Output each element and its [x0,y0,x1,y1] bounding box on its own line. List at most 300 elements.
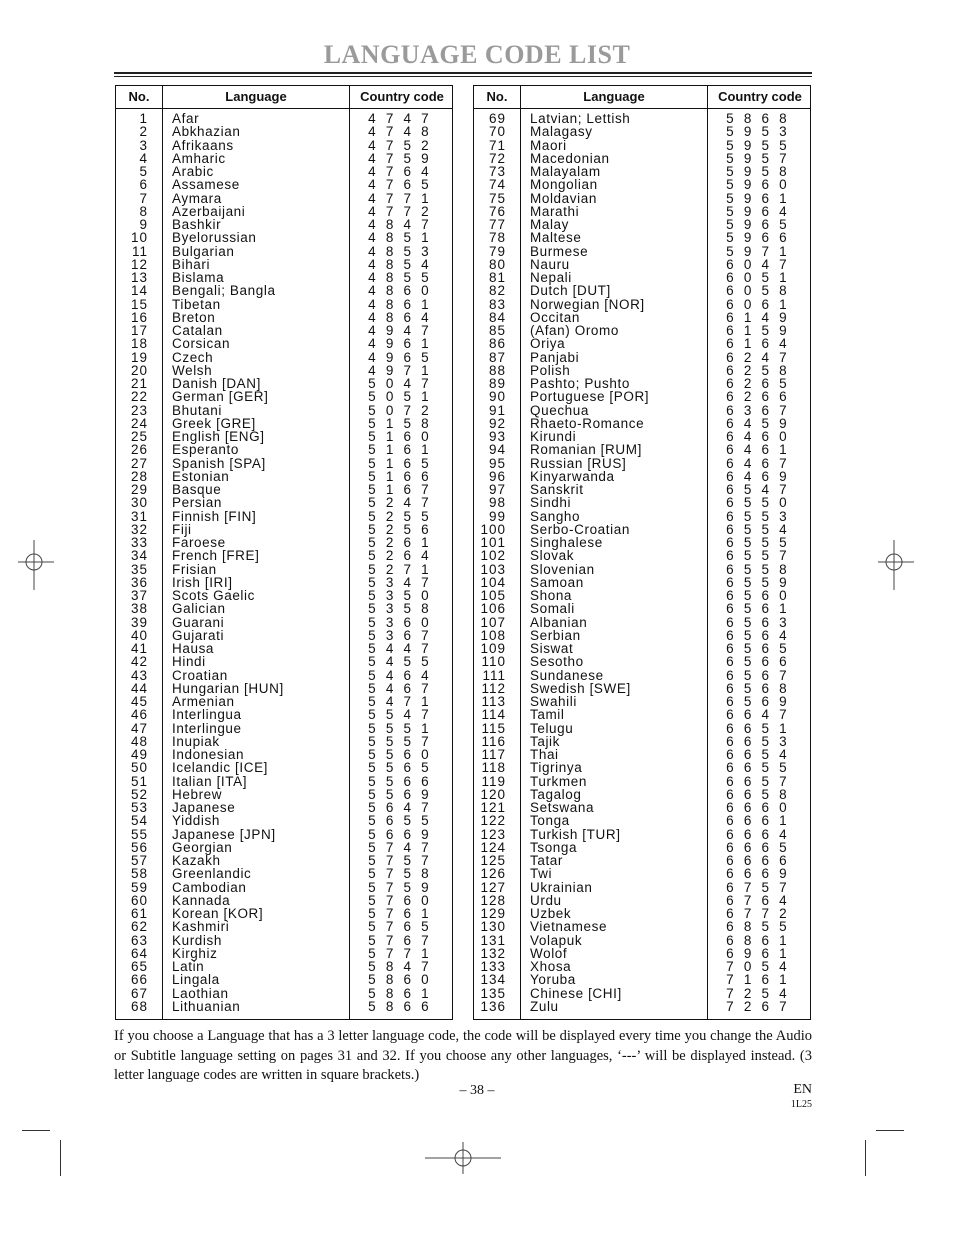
header-no: No. [128,89,150,104]
row-number: 8 [139,203,148,219]
table-row [474,907,810,920]
table-row [116,828,452,841]
row-number: 11 [131,243,148,259]
model-mark: 1L25 [790,1099,812,1110]
row-language: Tatar [530,853,564,868]
row-country-code: 5 7 7 1 [368,945,432,961]
row-language: Arabic [172,164,214,179]
row-language: Esperanto [172,442,239,458]
table-row [116,973,452,986]
row-country-code: 5 8 6 8 [726,111,790,126]
row-number: 21 [130,376,148,391]
row-country-code: 5 4 5 5 [368,654,432,670]
row-language: Tonga [530,813,570,829]
table-row [116,390,452,403]
row-language: Georgian [172,839,233,855]
row-country-code: 4 7 5 9 [368,150,432,166]
row-number: 62 [130,919,148,935]
row-number: 100 [480,521,506,537]
row-number: 1 [139,111,148,126]
row-number: 33 [130,535,148,550]
row-language: Italian [ITA] [172,773,248,789]
row-country-code: 5 5 5 1 [368,720,432,736]
table-row [474,245,810,258]
row-country-code: 5 2 5 6 [368,521,432,537]
row-number: 125 [480,853,506,868]
row-number: 122 [480,813,506,829]
row-language: Tajik [530,733,561,749]
row-number: 101 [480,535,506,550]
row-country-code: 5 1 6 7 [368,482,432,497]
table-row [474,496,810,509]
row-language: Corsican [172,336,231,352]
table-row [474,629,810,642]
row-number: 16 [130,309,148,325]
row-number: 110 [481,654,506,670]
table-row [474,589,810,602]
row-country-code: 5 7 4 7 [368,839,432,855]
row-number: 64 [130,945,148,961]
row-language: English [ENG] [172,429,265,444]
table-row [116,245,452,258]
row-country-code: 5 4 6 4 [368,667,432,683]
row-language: Nauru [530,256,570,272]
row-number: 97 [488,482,506,497]
row-country-code: 5 8 6 0 [368,972,432,988]
row-language: Danish [DAN] [172,376,261,391]
row-country-code: 5 8 6 6 [368,998,432,1014]
table-row [116,854,452,867]
row-language: Somali [530,601,575,617]
row-language: Swahili [530,694,577,709]
registration-crosshair-icon [18,540,58,590]
row-language: Marathi [530,203,580,219]
row-number: 30 [130,495,148,511]
row-country-code: 5 2 4 7 [368,495,432,511]
row-language: Frisian [172,561,217,577]
table-row [116,192,452,205]
row-number: 46 [130,707,148,723]
row-number: 134 [480,972,506,988]
row-country-code: 5 1 6 6 [368,468,432,484]
row-language: Catalan [172,323,223,338]
table-row [116,125,452,138]
row-country-code: 5 7 5 9 [368,879,432,895]
row-country-code: 5 2 7 1 [368,561,432,577]
table-row [474,324,810,337]
row-number: 7 [139,190,148,206]
table-row [474,549,810,562]
row-language: Abkhazian [172,124,241,140]
table-row [116,655,452,668]
row-number: 117 [481,747,506,762]
row-number: 32 [130,521,148,537]
table-row [474,788,810,801]
table-row [474,563,810,576]
row-number: 3 [139,137,148,153]
row-number: 39 [130,614,148,630]
table-row [116,549,452,562]
table-row [116,669,452,682]
row-country-code: 5 1 6 0 [368,429,432,444]
table-row [116,629,452,642]
row-number: 12 [130,256,148,272]
table-row [116,841,452,854]
row-country-code: 6 7 5 7 [726,879,790,895]
row-number: 108 [480,627,506,643]
row-number: 103 [480,561,506,577]
row-language: Malagasy [530,124,593,140]
row-language: Hindi [172,654,206,670]
row-country-code: 6 6 5 5 [726,760,790,776]
row-number: 18 [130,336,148,352]
row-number: 129 [480,906,506,921]
table-row [474,483,810,496]
table-row [474,669,810,682]
row-number: 128 [480,892,506,908]
row-number: 61 [130,906,148,921]
table-row [474,722,810,735]
row-country-code: 6 5 6 0 [726,588,790,603]
row-language: Indonesian [172,747,245,762]
table-row [474,218,810,231]
row-country-code: 6 5 5 0 [726,495,790,511]
row-language: Ukrainian [530,879,593,895]
row-country-code: 6 6 5 4 [726,747,790,762]
row-number: 87 [488,349,506,365]
row-number: 88 [488,362,506,378]
row-number: 66 [130,972,148,988]
row-number: 25 [130,429,148,444]
row-country-code: 4 8 6 1 [368,296,432,312]
row-number: 109 [480,641,506,656]
row-language: Chinese [CHI] [530,985,622,1001]
row-number: 60 [130,892,148,908]
row-number: 136 [480,998,506,1014]
row-country-code: 5 9 5 8 [726,164,790,179]
row-number: 54 [130,813,148,829]
row-language: Zulu [530,998,559,1014]
row-number: 41 [130,641,148,656]
table-row [116,536,452,549]
row-number: 86 [488,336,506,352]
table-row [116,324,452,337]
row-country-code: 5 0 4 7 [368,376,432,391]
row-number: 82 [488,283,506,299]
table-row [116,284,452,297]
row-language: Twi [530,866,553,882]
row-country-code: 5 2 5 5 [368,508,432,524]
row-language: Lithuanian [172,998,241,1014]
row-country-code: 5 5 6 5 [368,760,432,776]
row-country-code: 5 3 6 0 [368,614,432,630]
table-row [116,152,452,165]
table-row [474,284,810,297]
row-country-code: 6 5 5 3 [726,508,790,524]
table-row [116,907,452,920]
row-language: Uzbek [530,906,572,921]
row-language: Vietnamese [530,919,608,935]
row-number: 118 [481,760,506,776]
table-row [116,165,452,178]
row-country-code: 6 8 5 5 [726,919,790,935]
row-language: Bihari [172,256,211,272]
row-number: 40 [130,627,148,643]
table-row [474,695,810,708]
row-country-code: 6 5 5 7 [726,548,790,564]
table-row [474,470,810,483]
row-language: Fiji [172,521,192,537]
row-country-code: 6 2 5 8 [726,362,790,378]
row-country-code: 5 5 4 7 [368,707,432,723]
row-country-code: 5 7 5 7 [368,853,432,868]
row-language: Tagalog [530,786,582,802]
language-table-right [473,85,811,1020]
header-country-code: Country code [360,89,444,104]
crop-mark [865,1140,866,1176]
table-row [116,364,452,377]
row-country-code: 5 3 4 7 [368,574,432,590]
registration-crosshair-icon [425,1138,501,1178]
row-number: 13 [130,270,148,285]
row-language: Oriya [530,336,566,352]
row-country-code: 5 0 5 1 [368,389,432,405]
row-language: Bulgarian [172,243,235,259]
row-country-code: 6 5 6 1 [726,601,790,617]
row-language: Cambodian [172,879,247,895]
row-number: 24 [130,415,148,431]
table-row [116,602,452,615]
table-row [474,165,810,178]
row-language: Norwegian [NOR] [530,296,645,312]
row-language: Irish [IRI] [172,574,233,590]
row-language: German [GER] [172,389,269,405]
table-row [474,920,810,933]
row-language: Malayalam [530,164,601,179]
table-row [474,616,810,629]
row-country-code: 5 6 4 7 [368,800,432,815]
row-country-code: 5 0 7 2 [368,402,432,418]
row-number: 50 [130,760,148,776]
table-row [116,563,452,576]
row-number: 84 [488,309,506,325]
registration-crosshair-icon [876,540,916,590]
row-language: Basque [172,482,222,497]
row-number: 98 [488,495,506,511]
row-country-code: 6 5 6 5 [726,641,790,656]
table-rows [116,112,452,1013]
row-number: 115 [481,720,506,736]
row-number: 47 [130,720,148,736]
row-number: 34 [130,548,148,564]
row-number: 42 [130,654,148,670]
row-number: 132 [480,945,506,961]
row-country-code: 4 9 4 7 [368,323,432,338]
row-number: 63 [130,932,148,948]
row-country-code: 5 2 6 4 [368,548,432,564]
table-row [474,801,810,814]
row-number: 17 [130,323,148,338]
row-language: Japanese [JPN] [172,826,276,842]
table-row [474,231,810,244]
table-row [116,881,452,894]
table-row [474,443,810,456]
row-country-code: 6 4 6 1 [726,442,790,458]
row-number: 6 [139,177,148,193]
row-language: Interlingua [172,707,242,723]
row-number: 67 [130,985,148,1001]
row-number: 51 [130,773,148,789]
row-number: 113 [481,694,506,709]
row-language: Occitan [530,309,580,325]
row-number: 37 [130,588,148,603]
row-number: 26 [130,442,148,458]
row-country-code: 5 7 5 8 [368,866,432,882]
row-language: Macedonian [530,150,610,166]
table-row [116,722,452,735]
row-number: 78 [488,230,506,246]
table-row [474,192,810,205]
row-country-code: 5 9 6 6 [726,230,790,246]
row-number: 58 [130,866,148,882]
table-row [116,523,452,536]
row-language: Slovenian [530,561,595,577]
row-country-code: 5 4 6 7 [368,680,432,696]
row-language: Dutch [DUT] [530,283,611,299]
row-language: Setswana [530,800,595,815]
table-row [116,1000,452,1013]
row-country-code: 4 8 6 0 [368,283,432,299]
table-row [116,457,452,470]
table-row [474,775,810,788]
row-country-code: 5 9 5 7 [726,150,790,166]
row-number: 83 [488,296,506,312]
row-language: Turkmen [530,773,587,789]
row-language: Tigrinya [530,760,583,776]
row-country-code: 5 9 5 3 [726,124,790,140]
row-number: 75 [488,190,506,206]
row-number: 59 [130,879,148,895]
table-row [474,205,810,218]
row-number: 95 [488,455,506,471]
row-number: 133 [480,959,506,974]
row-country-code: 6 2 6 5 [726,376,790,391]
row-language: Greenlandic [172,866,252,882]
row-country-code: 4 8 5 3 [368,243,432,259]
table-row [116,298,452,311]
row-country-code: 4 8 6 4 [368,309,432,325]
row-language: Tamil [530,707,565,723]
table-row [116,218,452,231]
row-country-code: 4 9 6 1 [368,336,432,352]
row-country-code: 4 8 5 4 [368,256,432,272]
table-row [116,708,452,721]
row-number: 104 [480,574,506,590]
row-number: 52 [130,786,148,802]
table-row [474,390,810,403]
row-number: 76 [488,203,506,219]
row-language: Mongolian [530,177,598,193]
row-language: Gujarati [172,627,225,643]
row-number: 112 [481,680,506,696]
row-number: 74 [488,177,506,193]
table-row [474,1000,810,1013]
row-number: 102 [480,548,506,564]
row-country-code: 6 5 6 4 [726,627,790,643]
row-number: 43 [130,667,148,683]
row-number: 19 [130,349,148,365]
row-number: 93 [488,429,506,444]
page-title: LANGUAGE CODE LIST [323,40,631,69]
table-row [474,973,810,986]
row-number: 69 [488,111,506,126]
row-language: Hungarian [HUN] [172,680,284,696]
row-country-code: 6 6 6 6 [726,853,790,868]
row-language: (Afan) Oromo [530,323,619,338]
row-language: Serbian [530,627,581,643]
row-language: Czech [172,349,214,365]
row-country-code: 6 1 6 4 [726,336,790,352]
table-row [116,814,452,827]
row-country-code: 5 3 6 7 [368,627,432,643]
row-country-code: 5 2 6 1 [368,535,432,550]
language-mark: EN [793,1082,812,1097]
row-number: 120 [480,786,506,802]
table-row [116,351,452,364]
row-language: Serbo-Croatian [530,521,630,537]
row-language: Kannada [172,892,231,908]
row-language: Bengali; Bangla [172,283,276,299]
row-country-code: 5 7 6 5 [368,919,432,935]
row-language: Amharic [172,150,226,166]
table-row [474,364,810,377]
table-row [474,298,810,311]
row-language: Guarani [172,614,225,630]
row-number: 90 [488,389,506,405]
row-language: Tibetan [172,296,221,312]
row-country-code: 5 9 6 4 [726,203,790,219]
table-row [474,271,810,284]
row-country-code: 6 6 6 9 [726,866,790,882]
row-language: Turkish [TUR] [530,826,621,842]
header-country-code: Country code [718,89,802,104]
row-country-code: 7 2 5 4 [726,985,790,1001]
table-row [116,112,452,125]
row-country-code: 5 4 7 1 [368,694,432,709]
row-language: Siswat [530,641,574,656]
row-number: 29 [130,482,148,497]
table-row [474,682,810,695]
table-row [474,311,810,324]
table-row [116,920,452,933]
table-row [116,761,452,774]
row-country-code: 4 7 7 2 [368,203,432,219]
table-row [116,205,452,218]
row-language: Interlingue [172,720,242,736]
table-row [116,271,452,284]
table-row [474,377,810,390]
row-language: Kashmiri [172,919,230,935]
row-country-code: 6 5 5 9 [726,574,790,590]
row-number: 10 [130,230,148,246]
row-country-code: 4 7 5 2 [368,137,432,153]
table-row [116,417,452,430]
row-country-code: 6 6 5 8 [726,786,790,802]
table-row [474,708,810,721]
title-rule-thin [114,76,812,77]
row-country-code: 6 5 6 6 [726,654,790,670]
row-number: 31 [130,508,148,524]
